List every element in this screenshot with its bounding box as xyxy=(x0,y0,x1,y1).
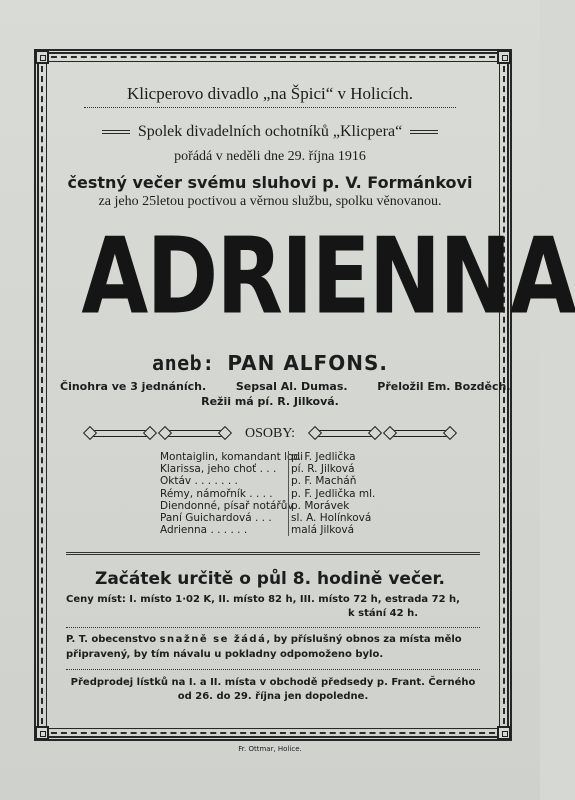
right-ornament-2 xyxy=(390,430,450,437)
cast-actor: p. F. Macháň xyxy=(288,475,356,487)
cast-role: Adrienna . . . . . . xyxy=(160,524,248,537)
honor-line: čestný večer svému sluhovi p. V. Formánkovi xyxy=(67,173,473,192)
notice-part-a: P. T. obecenstvo xyxy=(66,634,160,645)
price-line-2: k stání 42 h. xyxy=(348,608,418,619)
start-time: Začátek určitě o půl 8. hodině večer. xyxy=(95,569,445,589)
credits-line xyxy=(60,380,511,393)
audience-notice xyxy=(66,632,480,662)
honor-subline: za jeho 25letou poctivou a věrnou službu, spolku věnovanou. xyxy=(98,194,442,209)
cast-row xyxy=(160,488,400,500)
presale-info xyxy=(66,676,480,704)
theatre-header: Klicperovo divadlo „na Špici“ v Holicích. xyxy=(126,84,414,103)
corner-ornament-bottom-left xyxy=(35,726,49,740)
cast-actor: p. Morávek xyxy=(288,500,349,512)
price-list xyxy=(66,593,480,621)
author-text: Sepsal Al. Dumas. xyxy=(235,380,348,393)
genre-text: Činohra ve 3 jednáních. xyxy=(60,380,207,393)
play-subtitle xyxy=(60,351,480,375)
subtitle-name: PAN ALFONS. xyxy=(227,351,388,375)
cast-role: Paní Guichardová . . . xyxy=(160,511,272,524)
date-line: pořádá v neděli dne 29. října 1916 xyxy=(174,149,366,164)
right-double-bar xyxy=(410,130,438,134)
cast-row xyxy=(160,524,400,536)
section-rule-2 xyxy=(66,627,480,628)
notice-emphasis: snažně se žádá xyxy=(159,634,267,645)
corner-ornament-bottom-right xyxy=(497,726,511,740)
translator-text: Přeložil Em. Bozděch. xyxy=(377,380,511,393)
cast-row xyxy=(160,463,400,475)
left-double-bar xyxy=(102,130,130,134)
corner-ornament-top-left xyxy=(35,50,49,64)
section-rule-1 xyxy=(66,552,480,555)
society-line xyxy=(60,123,480,141)
presale-line-1: Předprodej lístků na I. a II. místa v obchodě předsedy p. Frant. Černého xyxy=(70,677,476,688)
cast-role: Oktáv . . . . . . . xyxy=(160,475,238,488)
director-line: Režii má pí. R. Jilková. xyxy=(201,395,339,408)
cast-role: Klarissa, jeho choť . . . xyxy=(160,463,277,476)
cast-actor: pí. R. Jilková xyxy=(288,463,355,475)
printer-credit: Fr. Ottmar, Holice. xyxy=(238,745,302,753)
cast-heading-row xyxy=(60,426,480,442)
price-line-1: Ceny míst: I. místo 1·02 K, II. místo 82 h, III. místo 72 h, estrada 72 h, xyxy=(66,594,460,605)
cast-role: Rémy, námořník . . . . xyxy=(160,487,273,500)
cast-actor: sl. A. Holínková xyxy=(288,512,371,524)
presale-dates: od 26. do 29. října xyxy=(177,691,285,702)
notice-part-c: , by příslušný obnos za místa mělo připravený, by tím návalu u pokladny odpomoženo bylo. xyxy=(66,634,462,660)
cast-actor: p. F. Jedlička ml. xyxy=(288,488,375,500)
cast-row xyxy=(160,475,400,487)
right-ornament xyxy=(315,430,375,437)
header-rule xyxy=(84,107,456,108)
corner-ornament-top-right xyxy=(497,50,511,64)
cast-list xyxy=(160,451,400,536)
cast-row xyxy=(160,512,400,524)
cast-row xyxy=(160,451,400,463)
cast-heading: OSOBY: xyxy=(244,426,296,441)
cast-row xyxy=(160,500,400,512)
cast-actor: malá Jilková xyxy=(288,524,354,536)
society-name: Spolek divadelních ochotníků „Klicpera“ xyxy=(137,123,403,140)
presale-line-2 xyxy=(66,690,480,704)
cast-role: Montaiglin, komandant lodi xyxy=(160,451,304,463)
subtitle-prefix: aneb: xyxy=(152,351,215,375)
play-title: ADRIENNA xyxy=(81,216,575,339)
left-ornament-2 xyxy=(165,430,225,437)
left-ornament xyxy=(90,430,150,437)
presale-emphasis: jen dopoledne. xyxy=(284,691,369,702)
cast-role: Diendonné, písař notářův xyxy=(160,499,294,512)
section-rule-3 xyxy=(66,669,480,670)
cast-actor: p. F. Jedlička xyxy=(288,451,356,463)
